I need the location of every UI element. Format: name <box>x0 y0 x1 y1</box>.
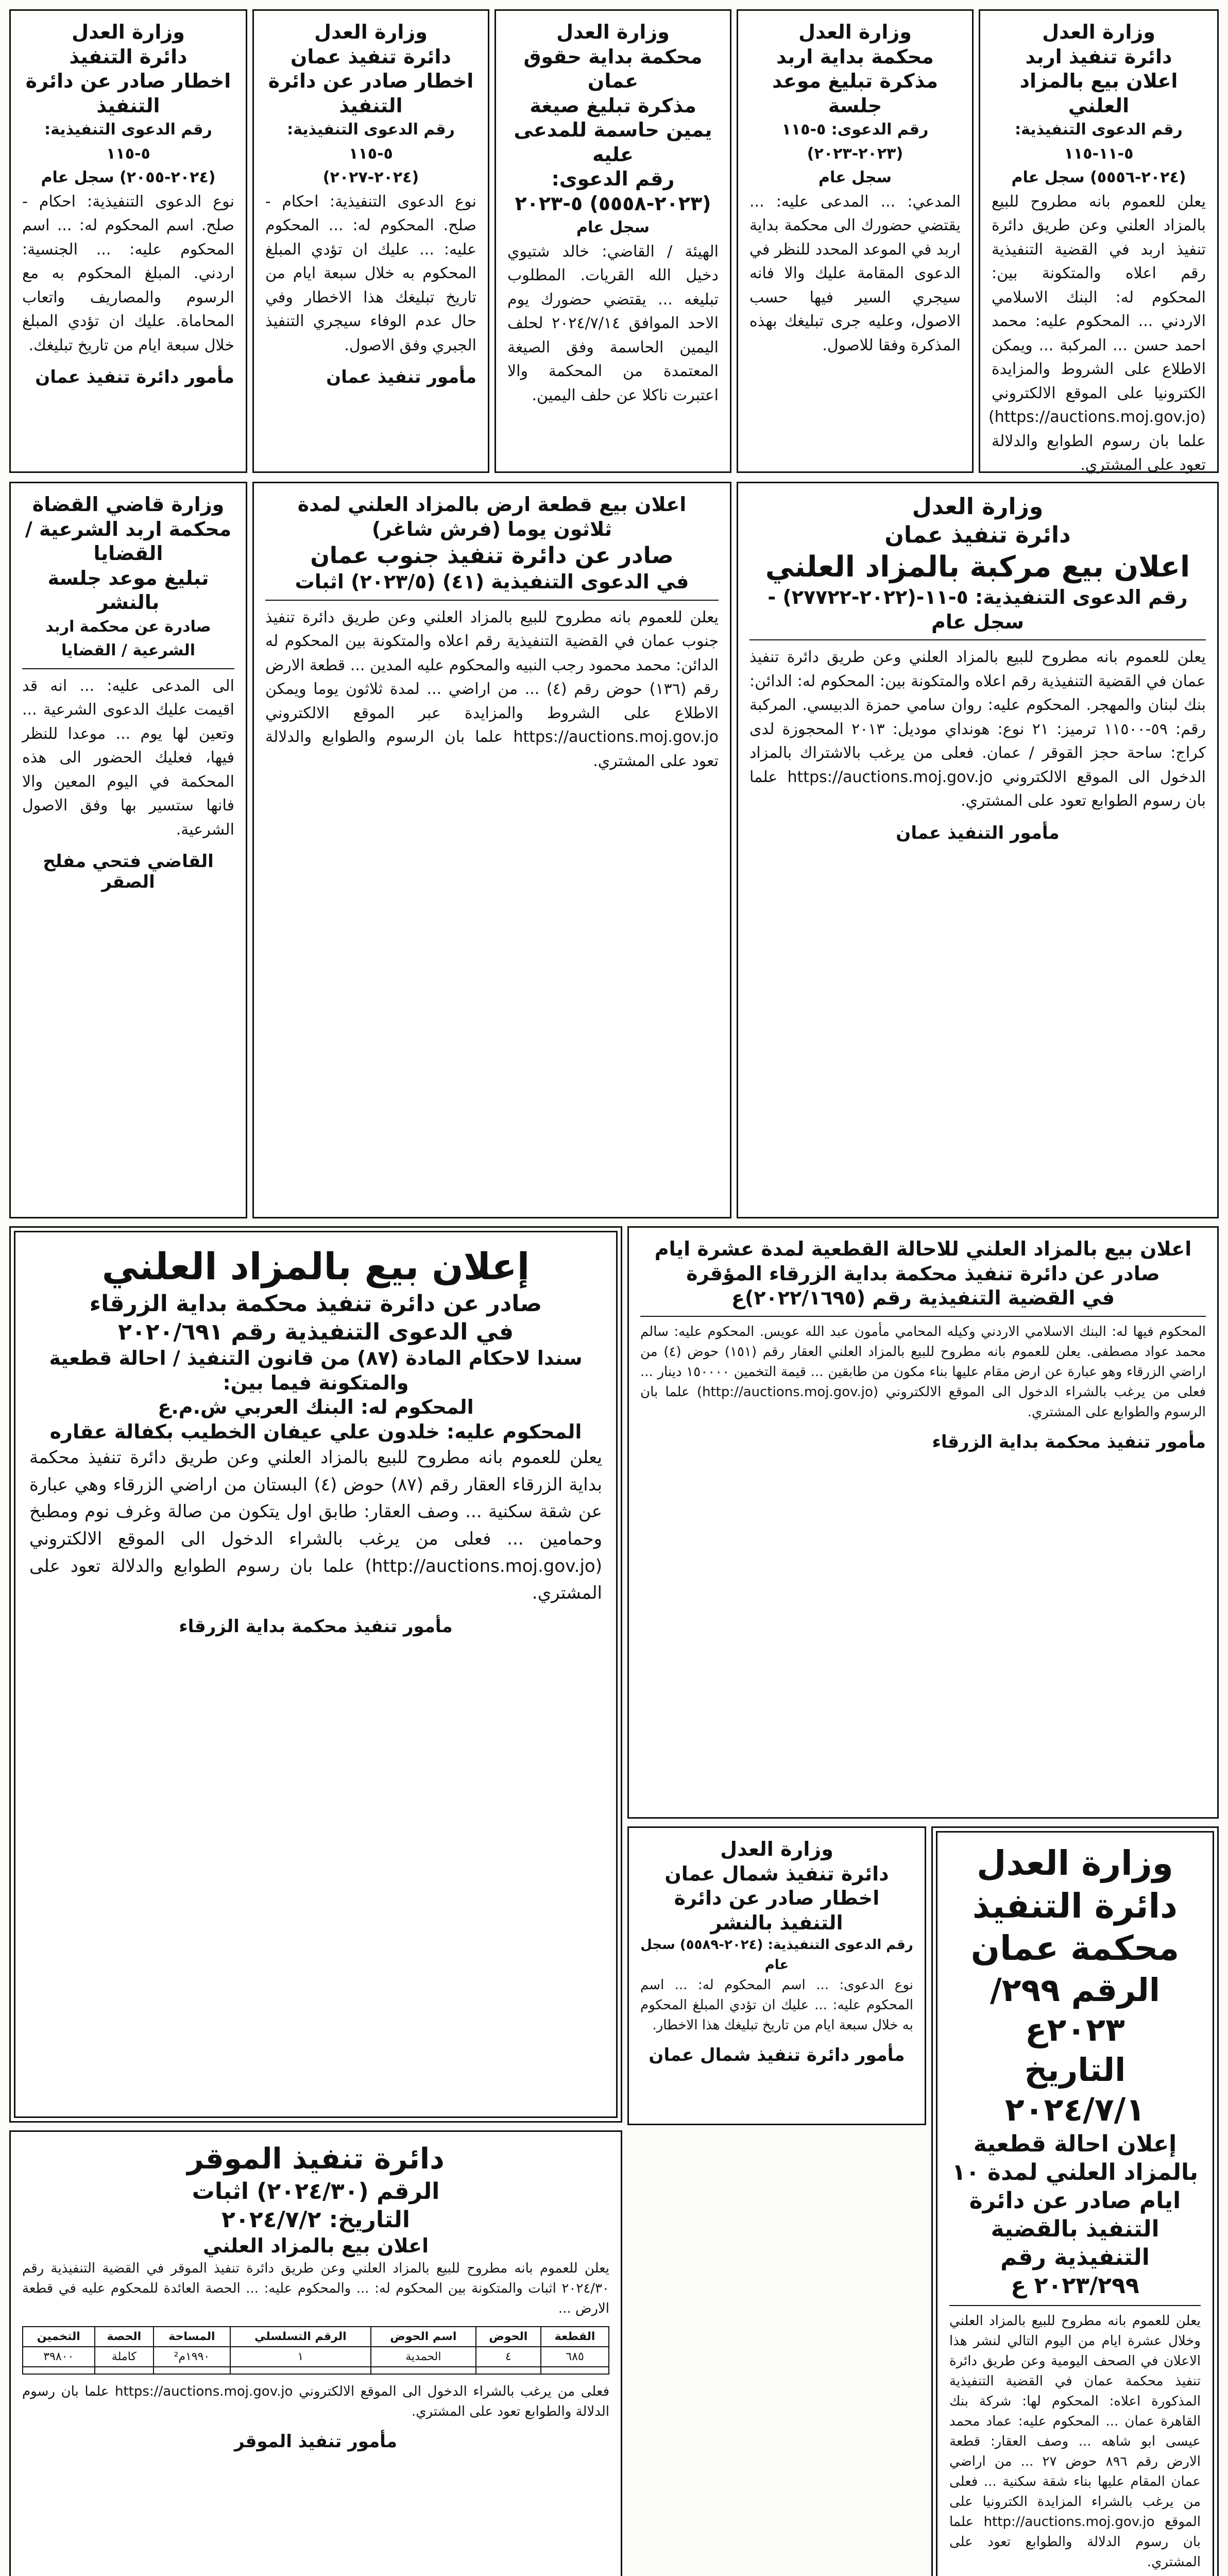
case-number: صادرة عن محكمة اربد الشرعية / القضايا <box>45 617 211 659</box>
notice-body: نوع الدعوى التنفيذية: احكام - صلح. المحكوم له: ... المحكوم عليه: ... عليك ان تؤدي المبلغ المحكوم به خلال سبعة ايام من تاريخ تبليغك هذا الاخطار وفي حال عدم الوفاء سيجري التنفيذ الجبري وفق الاصول. <box>265 192 476 354</box>
notice-footer: مأمور تنفيذ محكمة بداية الزرقاء <box>179 1616 453 1637</box>
table-cell <box>154 2367 230 2374</box>
case-number: رقم الدعوى التنفيذية: ٥-١١-١١٥ <box>1015 121 1183 163</box>
divider <box>265 600 719 601</box>
ministry-name: وزارة العدل <box>556 21 670 43</box>
dept-name: دائرة التنفيذ <box>972 1886 1178 1926</box>
table-header-cell: الرقم التسلسلي <box>230 2327 371 2347</box>
ministry-name: وزارة العدل <box>977 1843 1173 1883</box>
case-number: في الدعوى التنفيذية (٤١) (٢٠٢٣/٥) اثبات <box>295 570 689 593</box>
table-cell: الحمدية <box>371 2347 475 2367</box>
case-number: رقم الدعوى التنفيذية: (٢٠٢٤-٥٥٨٩) سجل عام <box>640 1937 913 1973</box>
ref-date: التاريخ ٢٠٢٤/٧/١ <box>1004 2050 1146 2128</box>
table-cell <box>95 2367 154 2374</box>
ref-number: الرقم ٢٩٩/ ٢٠٢٣ع <box>990 1971 1161 2048</box>
table-cell <box>541 2367 609 2374</box>
dept-name: محكمة اربد الشرعية / القضايا <box>25 517 232 565</box>
notice-body: الهيئة / القاضي: خالد شتيوي دخيل الله القريات. المطلوب تبليغه ... يقتضي حضورك يوم الاحد الموافق ٢٠٢٤/٧/١٤ لحلف اليمين الحاسمة وفق الصيغة المعتمدة من المحكمة والا اعتبرت ناكلا عن حلف اليمين. <box>507 242 719 404</box>
table-header-cell: الحوض <box>476 2327 541 2347</box>
table-cell <box>23 2367 95 2374</box>
case-number: رقم الدعوى التنفيذية: ٥-١١-(٢٠٢٢-٢٧٧٢٢) - سجل عام <box>768 586 1188 633</box>
notice-footer: مأمور تنفيذ الموقر <box>234 2431 397 2452</box>
notice-irbid-sharia <box>9 482 247 1218</box>
record-number: سجل عام <box>576 218 650 236</box>
property-table <box>22 2326 609 2375</box>
notice-amman-execution-2 <box>9 9 247 473</box>
table-cell <box>476 2367 541 2374</box>
dept-name: دائرة تنفيذ عمان <box>290 45 452 68</box>
notice-amman-oath <box>494 9 731 473</box>
ministry-name: وزارة العدل <box>912 494 1044 520</box>
notice-body: يعلن للعموم بانه مطروح للبيع بالمزاد العلني وعن طريق دائرة تنفيذ محكمة بداية الزرقاء العقار رقم (٨٧) حوض (٤) البستان من اراضي الزرقاء وهي عبارة عن شقة سكنية ... وصف العقار: طابق اول يتكون من صالة وغرف نوم ومطبخ وحمامين ... فعلى من يرغب بالشراء الدخول الى الموقع الالكتروني (http://auctions.moj.gov.jo) علما بان رسوم الطوابع والدلالة تعود على المشتري. <box>29 1447 602 1604</box>
notice-title: إعلان احالة قطعية بالمزاد العلني لمدة ١٠ ايام صادر عن دائرة التنفيذ بالقضية التنفيذية رقم ٢٠٢٣/٢٩٩ ع <box>951 2130 1199 2299</box>
notice-title: اعلان بيع مركبة بالمزاد العلني <box>765 550 1190 584</box>
table-cell: ٣٩٨٠٠ <box>23 2347 95 2367</box>
table-cell: ١ <box>230 2347 371 2367</box>
notice-title: اعلان بيع قطعة ارض بالمزاد العلني لمدة ثلاثون يوما (فرش شاغر) <box>297 493 687 540</box>
case-number: رقم الدعوى التنفيذية: ٥-١١٥ <box>287 121 455 163</box>
notice-body: يعلن للعموم بانه مطروح للبيع بالمزاد العلني وخلال عشرة ايام من اليوم التالي لنشر هذا الاعلان في الصحف اليومية وعن طريق دائرة تنفيذ محكمة عمان في القضية التنفيذية المذكورة اعلاه: المحكوم لها: شركة بنك القاهرة عمان ... المحكوم عليه: عماد محمد عيسى ابو شاهه ... وصف العقار: قطعة الارض رقم ٨٩٦ حوض ٢٧ ... من اراضي عمان المقام عليها بناء شقة سكنية ... فعلى من يرغب بالشراء المزايدة الكترونيا على الموقع http://auctions.moj.gov.jo علما بان رسوم الدلالة والطوابع تعود على المشتري. <box>949 2313 1201 2570</box>
notice-footer: القاضي فتحي مفلح الصقر <box>43 851 214 892</box>
notice-body: يعلن للعموم بانه مطروح للبيع بالمزاد العلني وعن طريق دائرة تنفيذ اربد في القضية التنفيذية رقم اعلاه والمتكونة بين: المحكوم له: البنك الاسلامي الاردني ... المحكوم عليه: محمد احمد حسن ... المركبة ... ويمكن الاطلاع على الشروط والمزايدة الكترونيا على الموقع الالكتروني (https://auctions.moj.gov.jo) علما بان رسوم الطوابع والدلالة تعود على المشتري. <box>988 192 1206 474</box>
debtor: المحكوم عليه: خلدون علي عيفان الخطيب بكفالة عقاره <box>49 1420 582 1443</box>
ministry-name: وزارة قاضي القضاة <box>32 493 225 516</box>
notice-irbid-auction <box>979 9 1219 473</box>
notice-title: اعلان بيع بالمزاد العلني <box>202 2234 429 2257</box>
divider <box>949 2305 1201 2306</box>
notice-body: يعلن للعموم بانه مطروح للبيع بالمزاد العلني وعن طريق دائرة تنفيذ عمان في القضية التنفيذية رقم اعلاه والمتكونة بين: المحكوم له: الدائن: بنك لبنان والمهجر. المحكوم عليه: روان سامي حمزة الدبيسي. المركبة رقم: ٥٩-١١٥٠٠ ترميز: ٢١ نوع: هونداي موديل: ٢٠١٣ المحجوزة لدى كراج: ساحة حجز القوقر / عمان. فعلى من يرغب بالاشتراك بالمزاد الدخول الى الموقع الالكتروني https://auctions.moj.gov.jo علما بان رسوم الطوابع تعود على المشتري. <box>749 648 1206 810</box>
dept-name: محكمة بداية اربد <box>776 45 934 68</box>
ref-date: التاريخ: ٢٠٢٤/٧/٢ <box>221 2207 410 2233</box>
case-number: في الدعوى التنفيذية رقم ٢٠٢٠/٦٩١ <box>117 1319 514 1345</box>
notice-title: اخطار صادر عن دائرة التنفيذ بالنشر <box>674 1887 880 1934</box>
table-cell: ٤ <box>476 2347 541 2367</box>
notice-title: مذكرة تبليغ صيغة يمين حاسمة للمدعى عليه <box>514 94 712 166</box>
dept-name: صادر عن دائرة تنفيذ جنوب عمان <box>310 543 674 569</box>
notice-title: اعلان بيع بالمزاد العلني <box>1019 70 1178 117</box>
table-header-row <box>23 2327 609 2347</box>
ministry-name: وزارة العدل <box>314 21 428 43</box>
creditor: المحكوم له: البنك العربي ش.م.ع <box>158 1396 474 1418</box>
notice-title: اخطار صادر عن دائرة التنفيذ <box>268 70 474 117</box>
table-cell: ٦٨٥ <box>541 2347 609 2367</box>
notice-title: اخطار صادر عن دائرة التنفيذ <box>25 70 231 117</box>
notice-south-amman-land <box>252 482 731 1218</box>
notice-amman-execution-1 <box>252 9 489 473</box>
case-number: في القضية التنفيذية رقم (٢٠٢٢/١٦٩٥)ع <box>731 1286 1115 1309</box>
notice-footer: مأمور التنفيذ عمان <box>896 822 1060 843</box>
notice-amman-vehicle-auction <box>737 482 1219 1218</box>
table-cell <box>230 2367 371 2374</box>
notice-title: إعلان بيع بالمزاد العلني <box>101 1245 530 1288</box>
ministry-name: وزارة العدل <box>798 21 912 43</box>
notice-zarqa-auction <box>9 1226 622 2123</box>
ministry-name: وزارة العدل <box>1042 21 1155 43</box>
dept-name: دائرة التنفيذ <box>69 45 187 68</box>
notice-muwaqqar-auction <box>9 2130 622 2576</box>
notice-footer: مأمور تنفيذ عمان <box>326 367 476 387</box>
table-cell <box>371 2367 475 2374</box>
ministry-name: وزارة العدل <box>720 1838 833 1860</box>
notice-body: نوع الدعوى: ... اسم المحكوم له: ... اسم المحكوم عليه: ... عليك ان تؤدي المبلغ المحكوم به خلال سبعة ايام من تاريخ تبليغك هذا الاخطار. <box>640 1977 913 2033</box>
table-row <box>23 2347 609 2367</box>
notice-body: يعلن للعموم بانه مطروح للبيع بالمزاد العلني وعن طريق دائرة تنفيذ جنوب عمان في القضية التنفيذية رقم اعلاه والمتكونة بين المحكوم له الدائن: محمد محمود رجب النبيه والمحكوم عليه المدين ... قطعة الارض رقم (١٣٦) حوض رقم (٤) ... من اراضي ... لمدة ثلاثون يوما ويمكن الاطلاع على الشروط والمزايدة عبر الموقع الالكتروني https://auctions.moj.gov.jo علما بان الرسوم والطوابع والدلالة تعود على المشتري. <box>265 608 719 770</box>
dept-name: دائرة تنفيذ عمان <box>884 522 1071 548</box>
table-row <box>23 2367 609 2374</box>
legal-basis: سندا لاحكام المادة (٨٧) من قانون التنفيذ / احالة قطعية والمتكونة فيما بين: <box>49 1347 583 1394</box>
divider <box>22 668 234 669</box>
dept-name: محكمة بداية حقوق عمان <box>523 45 703 92</box>
case-number: رقم الدعوى: (٢٠٢٣-٥٥٥٨) ٥-٢٠٢٣ <box>515 167 711 215</box>
notice-subtitle: صادر عن دائرة تنفيذ محكمة بداية الزرقاء المؤقرة <box>686 1262 1160 1285</box>
court-name: محكمة عمان <box>970 1928 1180 1968</box>
table-cell: كاملة <box>95 2347 154 2367</box>
case-number: رقم الدعوى التنفيذية: ٥-١١٥ <box>44 121 212 163</box>
table-header-cell: التخمين <box>23 2327 95 2347</box>
record-number: سجل عام <box>818 168 892 187</box>
notice-footer: مأمور تنفيذ محكمة بداية الزرقاء <box>932 1431 1206 1452</box>
divider <box>640 1316 1206 1317</box>
notice-body-2: فعلى من يرغب بالشراء الدخول الى الموقع الالكتروني https://auctions.moj.gov.jo علما بان رسوم الدلالة والطوابع تعود على المشتري. <box>22 2383 609 2419</box>
notice-body: المدعي: ... المدعى عليه: ... يقتضي حضورك الى محكمة بداية اربد في الموعد المحدد للنظر في الدعوى المقامة عليك والا فانه سيجري السير فيها حسب الاصول، وعليه جرى تبليغك بهذه المذكرة وفقا للاصول. <box>749 192 961 354</box>
table-body <box>23 2347 609 2374</box>
dept-name: دائرة تنفيذ اربد <box>1025 45 1172 68</box>
record-number: (٢٠٢٤-٢٠٥٥) سجل عام <box>41 168 216 187</box>
case-number: رقم الدعوى: ٥-١١٥ (٢٠٢٣-٢٠٢٣) <box>781 121 929 163</box>
notice-footer: مأمور دائرة تنفيذ عمان <box>35 367 234 387</box>
ministry-name: وزارة العدل <box>72 21 185 43</box>
notice-irbid-court-hearing <box>737 9 974 473</box>
table-header-cell: اسم الحوض <box>371 2327 475 2347</box>
notice-body: نوع الدعوى التنفيذية: احكام - صلح. اسم المحكوم له: ... اسم المحكوم عليه: ... الجنسية: اردني. المبلغ المحكوم به مع الرسوم والمصاريف واتعاب المحاماة. عليك ان تؤدي المبلغ خلال سبعة ايام من تاريخ تبليغك. <box>22 192 234 354</box>
dept-name: دائرة تنفيذ الموقر <box>187 2142 445 2176</box>
divider <box>749 639 1206 640</box>
notice-subtitle: صادر عن دائرة تنفيذ محكمة بداية الزرقاء <box>89 1291 542 1317</box>
table-header-cell: الحصة <box>95 2327 154 2347</box>
notice-body: المحكوم فيها له: البنك الاسلامي الاردني وكيله المحامي مأمون عبد الله عويس. المحكوم عليه: سالم محمد عواد مصطفى. يعلن للعموم بانه مطروح للبيع بالمزاد العلني العقار رقم (١٥١) حوض (٤) من اراضي الزرقاء وهو عبارة عن ارض مقام عليها بناء مكون من طابقين ... قيمة التخمين ١٥٠٠٠٠ دينار ... فعلى من يرغب بالشراء الدخول الى الموقع الالكتروني (http://auctions.moj.gov.jo) علما بان الرسوم والطوابع على المشتري. <box>640 1324 1206 1420</box>
table-cell: ١٩٩٠م² <box>154 2347 230 2367</box>
notice-footer: مأمور دائرة تنفيذ شمال عمان <box>649 2045 905 2065</box>
record-number: (٢٠٢٤-٢٠٢٧) <box>322 168 419 187</box>
notice-north-amman <box>627 1826 926 2125</box>
notice-title: تبليغ موعد جلسة بالنشر <box>47 566 209 614</box>
notice-body: الى المدعى عليه: ... انه قد اقيمت عليك الدعوى الشرعية ... وتعين لها يوم ... موعدا للنظر فيها، فعليك الحضور الى هذه المحكمة في اليوم المعين والا فانها ستسير بها وفق الاصول الشرعية. <box>22 676 234 839</box>
dept-name: دائرة تنفيذ شمال عمان <box>664 1862 889 1885</box>
notice-title: مذكرة تبليغ موعد جلسة <box>772 70 939 117</box>
notice-body: يعلن للعموم بانه مطروح للبيع بالمزاد العلني وعن طريق دائرة تنفيذ الموقر في القضية التنفيذية رقم ٢٠٢٤/٣٠ اثبات والمتكونة بين المحكوم له: ... والمحكوم عليه: ... الحصة العائدة للمحكوم عليه في قطعة الارض ... <box>22 2260 609 2316</box>
table-header-cell: المساحة <box>154 2327 230 2347</box>
ref-number: الرقم (٢٠٢٤/٣٠) اثبات <box>192 2178 440 2205</box>
record-number: (٢٠٢٤-٥٥٥٦) سجل عام <box>1011 168 1186 187</box>
notice-zarqa-final-transfer <box>627 1226 1219 1819</box>
notice-title: اعلان بيع بالمزاد العلني للاحالة القطعية لمدة عشرة ايام <box>654 1238 1192 1260</box>
table-header-cell: القطعة <box>541 2327 609 2347</box>
notice-amman-final-transfer <box>931 1826 1219 2576</box>
